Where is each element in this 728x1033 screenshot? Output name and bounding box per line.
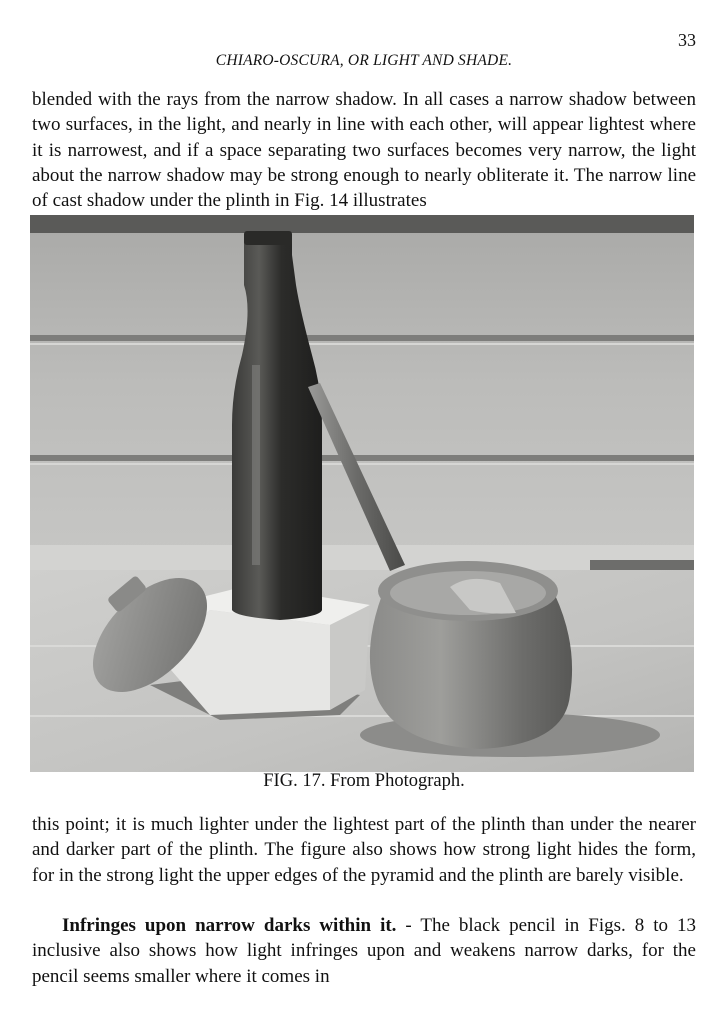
top-shadow-band [30, 215, 694, 233]
paragraph-text: - The black pencil in Figs. 8 to 13 inclusive also shows how light infringes upon and weakens narrow darks, for the pencil seems smaller where it comes in [32, 915, 697, 987]
photograph-figure [30, 215, 694, 772]
bottle-cap [244, 231, 292, 245]
figure-caption: FIG. 17. From Photograph. [263, 771, 465, 791]
still-life-photograph [30, 215, 694, 772]
running-head: CHIARO-OSCURA, OR LIGHT AND SHADE. [215, 52, 513, 69]
bottle-highlight [252, 365, 260, 565]
table-grain [30, 715, 694, 717]
board-line [30, 455, 694, 461]
page-number: 33 [678, 30, 696, 50]
body-paragraph [32, 913, 696, 989]
board-line [30, 463, 694, 465]
body-paragraph: this point; it is much lighter under the lightest part of the plinth than under the nearer and darker part of the plinth. The figure also shows how strong light hides the form, for in the strong light the upper edges of the pyramid and the plinth are barely visible. [32, 814, 696, 886]
run-in-heading: Infringes upon narrow darks within it. [62, 915, 397, 936]
board-line [30, 343, 694, 345]
body-paragraph: blended with the rays from the narrow shadow. In all cases a narrow shadow between two surfaces, in the light, and nearly in line with each other, will appear lightest where it is narrowest, and if a space separating two surfaces becomes very narrow, the light about the narrow shadow may be strong enough to nearly obliterate it. The narrow line of cast shadow under the plinth in Fig. 14 illustrates [32, 89, 696, 212]
board-line [30, 335, 694, 341]
